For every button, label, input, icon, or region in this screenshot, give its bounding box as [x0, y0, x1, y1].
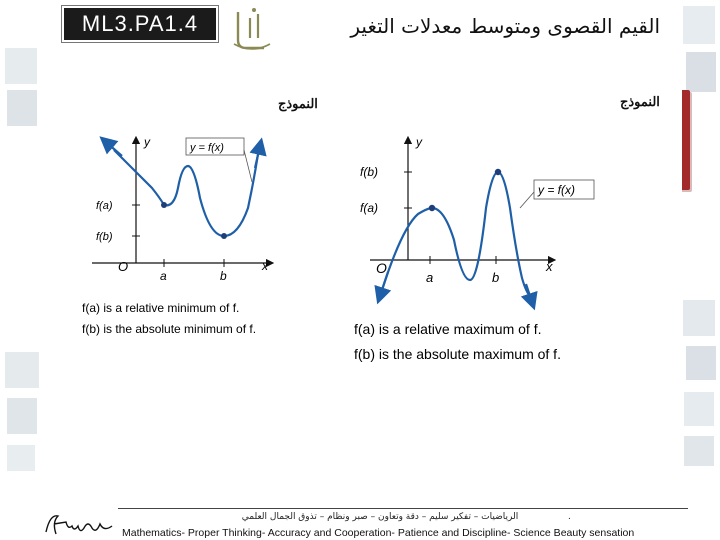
right-origin-label: O	[376, 260, 387, 276]
left-caption-2: f(b) is the absolute minimum of f.	[82, 322, 257, 336]
right-tick-b: b	[492, 270, 500, 285]
right-point-b	[495, 169, 501, 175]
right-caption-1: f(a) is a relative maximum of f.	[354, 321, 542, 337]
decor-square	[7, 445, 35, 471]
right-caption-2: f(b) is the absolute maximum of f.	[354, 346, 561, 362]
left-fb-label: f(b)	[96, 231, 113, 243]
right-model-label: النموذج	[620, 94, 660, 109]
left-fa-label: f(a)	[96, 200, 113, 212]
right-curve	[382, 172, 530, 296]
right-fa-label: f(a)	[360, 201, 378, 215]
footer-arabic-motto: الرياضيات – تفكير سليم – دقة وتعاون – صبر ونظام – تذوق الجمال العلمي	[241, 512, 519, 522]
right-y-label: y	[416, 135, 422, 149]
footer-dot: .	[568, 511, 571, 522]
content-panel	[42, 58, 682, 508]
decor-square	[686, 52, 716, 92]
iqraa-logo-icon	[228, 4, 276, 54]
right-point-a	[429, 205, 435, 211]
right-tick-a: a	[426, 270, 434, 285]
decor-square	[7, 90, 37, 126]
left-y-label: y	[144, 135, 150, 149]
left-tick-b: b	[220, 269, 227, 283]
right-curve-label: y = f(x)	[538, 183, 576, 197]
decor-square	[5, 48, 37, 84]
decor-square	[684, 436, 714, 466]
decor-square	[683, 300, 715, 336]
left-model-label: النموذج	[278, 96, 318, 111]
left-tick-a: a	[160, 269, 167, 283]
page-title: القيم القصوى ومتوسط معدلات التغير	[350, 14, 660, 38]
footer-divider	[118, 508, 688, 509]
decor-square	[686, 346, 716, 380]
left-curve-label: y = f(x)	[190, 142, 224, 154]
left-origin-label: O	[118, 259, 129, 274]
left-caption-1: f(a) is a relative minimum of f.	[82, 301, 240, 315]
signature-icon	[40, 508, 120, 540]
left-point-b	[221, 233, 227, 239]
left-x-label: x	[262, 259, 268, 273]
lesson-code-badge: ML3.PA1.4	[62, 6, 218, 42]
footer-english-motto: Mathematics- Proper Thinking- Accuracy and Cooperation- Patience and Discipline- Science Beauty sensation	[122, 527, 635, 539]
decor-square	[684, 392, 714, 426]
graphs-figure	[42, 58, 682, 508]
right-x-label: x	[546, 259, 553, 274]
left-point-a	[161, 202, 167, 208]
right-fb-label: f(b)	[360, 165, 378, 179]
decor-square	[5, 352, 39, 388]
decor-square	[7, 398, 37, 434]
decor-square	[683, 6, 715, 44]
